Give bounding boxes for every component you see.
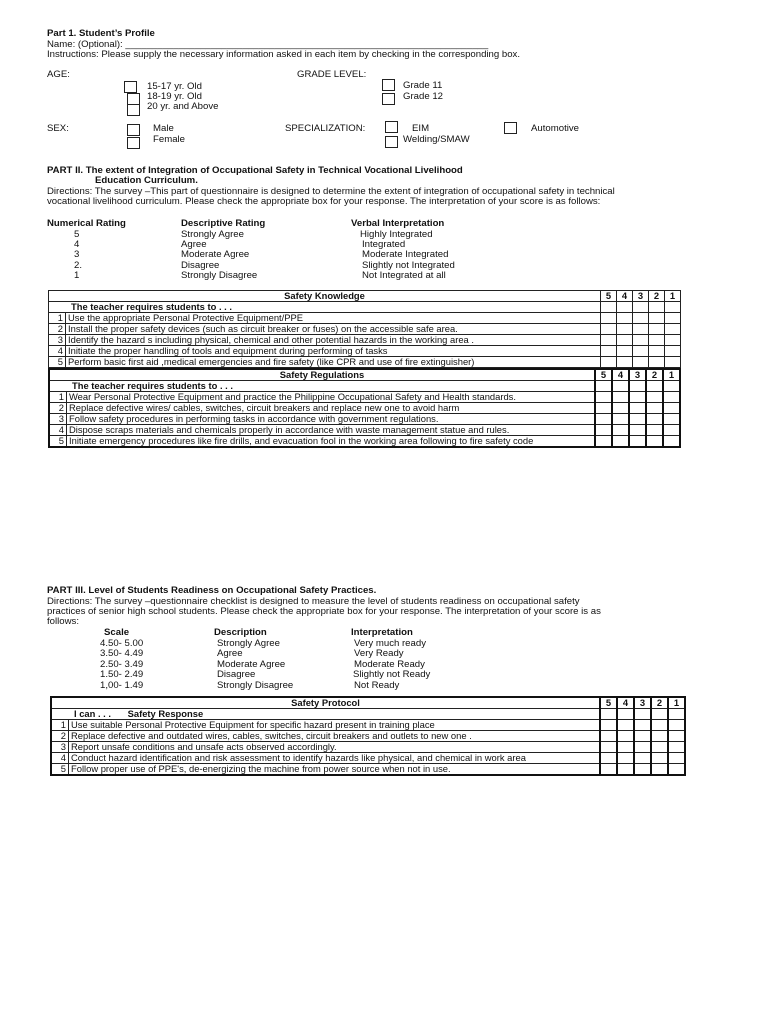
item-text: Initiate emergency procedures like fire drills, and evacuation fool in the working area following to fire safety code xyxy=(67,436,596,448)
rating-cell[interactable] xyxy=(646,436,663,448)
table-row xyxy=(49,403,680,414)
rating-cell[interactable] xyxy=(629,392,646,403)
scale-description: Moderate Agree xyxy=(217,659,286,670)
safety-protocol-table xyxy=(50,696,686,776)
automotive-checkbox[interactable] xyxy=(504,122,517,134)
score-header: 1 xyxy=(668,697,685,709)
blank-cell xyxy=(612,381,629,392)
item-text: Wear Personal Protective Equipment and practice the Philippine Occupational Safety and Health standards. xyxy=(67,392,596,403)
table-row xyxy=(51,720,685,731)
rating-cell[interactable] xyxy=(629,414,646,425)
rating-cell[interactable] xyxy=(649,313,665,324)
blank-cell xyxy=(646,381,663,392)
rating-cell[interactable] xyxy=(665,335,681,346)
rating-cell[interactable] xyxy=(651,764,668,776)
score-header: 4 xyxy=(617,291,633,302)
rating-number: 4 xyxy=(74,239,80,250)
item-number: 2 xyxy=(49,324,66,335)
rating-cell[interactable] xyxy=(617,742,634,753)
rating-cell[interactable] xyxy=(629,436,646,448)
grade-option-label: Grade 12 xyxy=(403,91,444,102)
name-field-line: Name: (Optional): ____________________________________________________________________ xyxy=(47,39,489,50)
item-text: Replace defective wires/ cables, switches, circuit breakers and replace new one to avoid harm xyxy=(67,403,596,414)
blank-cell xyxy=(665,302,681,313)
rating-cell[interactable] xyxy=(649,357,665,368)
rating-cell[interactable] xyxy=(634,764,651,776)
rating-cell[interactable] xyxy=(600,764,617,776)
grade-level-label: GRADE LEVEL: xyxy=(297,69,367,80)
table-row xyxy=(49,313,681,324)
rating-cell[interactable] xyxy=(612,414,629,425)
female-checkbox[interactable] xyxy=(127,137,140,149)
rating-cell[interactable] xyxy=(617,753,634,764)
score-header: 4 xyxy=(617,697,634,709)
table-title: Safety Protocol xyxy=(51,697,600,709)
scale-header-descriptive: Descriptive Rating xyxy=(181,218,266,229)
score-header: 3 xyxy=(634,697,651,709)
item-text: Perform basic first aid ,medical emergencies and fire safety (like CPR and use of fire extinguisher) xyxy=(66,357,601,368)
scale-interpretation: Very Ready xyxy=(354,648,404,659)
table-subtitle xyxy=(51,709,600,720)
table-subtitle-row xyxy=(49,302,681,313)
specialization-label: SPECIALIZATION: xyxy=(285,123,366,134)
item-text: Replace defective and outdated wires, cables, switches, circuit breakers and outlets to new one . xyxy=(69,731,601,742)
rating-cell[interactable] xyxy=(649,335,665,346)
item-number: 3 xyxy=(49,335,66,346)
eim-checkbox[interactable] xyxy=(385,121,398,133)
spec-option-label: Automotive xyxy=(531,123,579,134)
scale-header-interpretation: Interpretation xyxy=(351,627,413,638)
rating-cell[interactable] xyxy=(595,392,612,403)
male-checkbox[interactable] xyxy=(127,124,140,136)
rating-cell[interactable] xyxy=(617,313,633,324)
rating-cell[interactable] xyxy=(668,720,685,731)
blank-cell xyxy=(617,709,634,720)
rating-cell[interactable] xyxy=(651,742,668,753)
rating-cell[interactable] xyxy=(595,436,612,448)
rating-cell[interactable] xyxy=(668,764,685,776)
rating-cell[interactable] xyxy=(617,764,634,776)
rating-cell[interactable] xyxy=(633,313,649,324)
rating-cell[interactable] xyxy=(629,403,646,414)
blank-cell xyxy=(601,302,617,313)
blank-cell xyxy=(651,709,668,720)
rating-cell[interactable] xyxy=(663,436,680,448)
blank-cell xyxy=(617,302,633,313)
blank-cell xyxy=(668,709,685,720)
score-header: 1 xyxy=(663,369,680,381)
grade-12-checkbox[interactable] xyxy=(382,93,395,105)
safety-regulations-table xyxy=(48,368,681,448)
scale-range: 3.50- 4.49 xyxy=(100,648,144,659)
scale-header-description: Description xyxy=(214,627,267,638)
age-label: AGE: xyxy=(47,69,70,80)
item-number: 2 xyxy=(49,403,67,414)
table-row xyxy=(49,346,681,357)
scale-range: 1,00- 1.49 xyxy=(100,680,144,691)
sex-option-label: Female xyxy=(153,134,185,145)
item-number: 5 xyxy=(49,436,67,448)
scale-description: Strongly Disagree xyxy=(217,680,294,691)
part3-directions-line3: follows: xyxy=(47,616,79,627)
rating-cell[interactable] xyxy=(668,742,685,753)
rating-description: Strongly Agree xyxy=(181,229,244,240)
rating-cell[interactable] xyxy=(595,425,612,436)
scale-range: 2.50- 3.49 xyxy=(100,659,144,670)
rating-cell[interactable] xyxy=(634,742,651,753)
rating-cell[interactable] xyxy=(665,313,681,324)
item-text: Initiate the proper handling of tools and equipment during performing of tasks xyxy=(66,346,601,357)
rating-cell[interactable] xyxy=(633,346,649,357)
rating-cell[interactable] xyxy=(646,403,663,414)
welding-checkbox[interactable] xyxy=(385,136,398,148)
table-subtitle: The teacher requires students to . . . xyxy=(49,302,601,313)
rating-cell[interactable] xyxy=(617,357,633,368)
safety-response-label: Safety Response xyxy=(127,708,204,719)
scale-description: Strongly Agree xyxy=(217,638,280,649)
score-header: 2 xyxy=(649,291,665,302)
table-row xyxy=(51,764,685,776)
rating-cell[interactable] xyxy=(649,324,665,335)
score-header: 2 xyxy=(651,697,668,709)
rating-number: 3 xyxy=(74,249,80,260)
age-20-above-checkbox[interactable] xyxy=(127,104,140,116)
age-15-17-checkbox[interactable] xyxy=(124,81,137,93)
subtitle-text: I can . . . xyxy=(74,708,111,719)
rating-cell[interactable] xyxy=(634,731,651,742)
table-row xyxy=(49,324,681,335)
table-row xyxy=(49,392,680,403)
table-row xyxy=(49,425,680,436)
score-header: 3 xyxy=(629,369,646,381)
table-header-row xyxy=(49,369,680,381)
rating-cell[interactable] xyxy=(663,392,680,403)
table-row xyxy=(49,335,681,346)
rating-description: Moderate Agree xyxy=(181,249,250,260)
part1-instructions: Instructions: Please supply the necessary information asked in each item by checking in the corresponding box. xyxy=(47,49,521,60)
rating-cell[interactable] xyxy=(646,414,663,425)
scale-header-verbal: Verbal Interpretation xyxy=(351,218,445,229)
rating-cell[interactable] xyxy=(617,324,633,335)
score-header: 5 xyxy=(595,369,612,381)
rating-cell[interactable] xyxy=(612,403,629,414)
rating-cell[interactable] xyxy=(651,753,668,764)
rating-cell[interactable] xyxy=(633,335,649,346)
scale-interpretation: Not Ready xyxy=(354,680,400,691)
rating-cell[interactable] xyxy=(665,324,681,335)
table-row xyxy=(49,414,680,425)
score-header: 1 xyxy=(665,291,681,302)
rating-cell[interactable] xyxy=(612,425,629,436)
table-row xyxy=(51,731,685,742)
scale-description: Agree xyxy=(217,648,243,659)
item-number: 4 xyxy=(49,346,66,357)
rating-cell[interactable] xyxy=(633,357,649,368)
part3-directions: Directions: The survey –questionnaire checklist is designed to measure the level of students readiness on occupational safety xyxy=(47,596,580,607)
table-row xyxy=(51,753,685,764)
item-number: 3 xyxy=(51,742,69,753)
item-number: 5 xyxy=(51,764,69,776)
table-subtitle: The teacher requires students to . . . xyxy=(49,381,595,392)
table-row xyxy=(51,742,685,753)
part3-directions-line2: practices of senior high school students. Please check the appropriate box for your response. The interpretation of your score is as xyxy=(47,606,601,617)
item-text: Identify the hazard s including physical, chemical and other potential hazards in the working area . xyxy=(66,335,601,346)
rating-interpretation: Highly Integrated xyxy=(360,229,433,240)
item-number: 1 xyxy=(49,313,66,324)
item-text: Follow proper use of PPE's, de-energizing the machine from power source when not in use. xyxy=(69,764,601,776)
rating-cell[interactable] xyxy=(651,731,668,742)
score-header: 5 xyxy=(600,697,617,709)
part2-directions: Directions: The survey –This part of questionnaire is designed to determine the extent of integration of occupational safety in technical xyxy=(47,186,615,197)
item-text: Conduct hazard identification and risk assessment to identify hazards like physical, and chemical in work area xyxy=(69,753,601,764)
scale-interpretation: Slightly not Ready xyxy=(353,669,431,680)
rating-cell[interactable] xyxy=(595,414,612,425)
rating-cell[interactable] xyxy=(649,346,665,357)
rating-cell[interactable] xyxy=(634,753,651,764)
rating-cell[interactable] xyxy=(600,742,617,753)
part3-title: PART III. Level of Students Readiness on Occupational Safety Practices. xyxy=(47,585,377,596)
blank-cell xyxy=(649,302,665,313)
age-option-label: 15-17 yr. Old xyxy=(147,81,202,92)
rating-description: Strongly Disagree xyxy=(181,270,258,281)
table-row xyxy=(49,436,680,448)
rating-cell[interactable] xyxy=(612,436,629,448)
rating-cell[interactable] xyxy=(663,414,680,425)
item-number: 2 xyxy=(51,731,69,742)
rating-cell[interactable] xyxy=(665,346,681,357)
age-option-label: 18-19 yr. Old xyxy=(147,91,202,102)
item-number: 5 xyxy=(49,357,66,368)
rating-cell[interactable] xyxy=(663,425,680,436)
rating-cell[interactable] xyxy=(629,425,646,436)
rating-cell[interactable] xyxy=(646,425,663,436)
rating-cell[interactable] xyxy=(663,403,680,414)
item-text: Use the appropriate Personal Protective Equipment/PPE xyxy=(66,313,601,324)
rating-cell[interactable] xyxy=(617,731,634,742)
sex-option-label: Male xyxy=(153,123,174,134)
scale-interpretation: Moderate Ready xyxy=(354,659,425,670)
score-header: 4 xyxy=(612,369,629,381)
rating-interpretation: Integrated xyxy=(362,239,406,250)
part2-directions-line2: vocational livelihood curriculum. Please check the appropriate box for your response. The interpretation of your score is as follows: xyxy=(47,196,601,207)
table-title: Safety Knowledge xyxy=(49,291,601,302)
spec-option-label: Welding/SMAW xyxy=(403,134,470,145)
rating-cell[interactable] xyxy=(601,346,617,357)
scale-range: 4.50- 5.00 xyxy=(100,638,144,649)
rating-cell[interactable] xyxy=(617,346,633,357)
item-number: 1 xyxy=(51,720,69,731)
rating-description: Disagree xyxy=(181,260,220,271)
rating-number: 2. xyxy=(74,260,83,271)
rating-cell[interactable] xyxy=(595,403,612,414)
rating-cell[interactable] xyxy=(601,335,617,346)
table-subtitle-row xyxy=(49,381,680,392)
scale-header-numerical: Numerical Rating xyxy=(47,218,126,229)
rating-cell[interactable] xyxy=(634,720,651,731)
rating-cell[interactable] xyxy=(617,335,633,346)
grade-option-label: Grade 11 xyxy=(403,80,443,91)
item-text: Follow safety procedures in performing tasks in accordance with government regulations. xyxy=(67,414,596,425)
scale-description: Disagree xyxy=(217,669,256,680)
rating-cell[interactable] xyxy=(646,392,663,403)
rating-cell[interactable] xyxy=(601,313,617,324)
rating-cell[interactable] xyxy=(600,731,617,742)
part2-title-line2: Education Curriculum. xyxy=(95,175,198,186)
rating-description: Agree xyxy=(181,239,207,250)
score-header: 2 xyxy=(646,369,663,381)
item-number: 3 xyxy=(49,414,67,425)
age-option-label: 20 yr. and Above xyxy=(147,101,219,112)
safety-knowledge-table xyxy=(48,290,681,368)
rating-cell[interactable] xyxy=(651,720,668,731)
rating-cell[interactable] xyxy=(601,324,617,335)
table-header-row xyxy=(51,697,685,709)
blank-cell xyxy=(595,381,612,392)
rating-cell[interactable] xyxy=(617,720,634,731)
table-row xyxy=(49,357,681,368)
rating-cell[interactable] xyxy=(633,324,649,335)
rating-cell[interactable] xyxy=(612,392,629,403)
blank-cell xyxy=(633,302,649,313)
item-number: 4 xyxy=(51,753,69,764)
rating-cell[interactable] xyxy=(668,753,685,764)
rating-cell[interactable] xyxy=(665,357,681,368)
item-number: 1 xyxy=(49,392,67,403)
rating-interpretation: Slightly not Integrated xyxy=(362,260,455,271)
blank-cell xyxy=(629,381,646,392)
part1-title: Part 1. Student’s Profile xyxy=(47,28,155,39)
table-subtitle-row xyxy=(51,709,685,720)
scale-interpretation: Very much ready xyxy=(354,638,426,649)
sex-label: SEX: xyxy=(47,123,69,134)
rating-cell[interactable] xyxy=(601,357,617,368)
item-text: Dispose scraps materials and chemicals properly in accordance with waste management statue and rules. xyxy=(67,425,596,436)
blank-cell xyxy=(634,709,651,720)
rating-interpretation: Moderate Integrated xyxy=(362,249,449,260)
blank-cell xyxy=(600,709,617,720)
scale-range: 1.50- 2.49 xyxy=(100,669,144,680)
grade-11-checkbox[interactable] xyxy=(382,79,395,91)
score-header: 5 xyxy=(601,291,617,302)
spec-option-label: EIM xyxy=(412,123,430,134)
rating-number: 5 xyxy=(74,229,80,240)
rating-cell[interactable] xyxy=(600,753,617,764)
table-title: Safety Regulations xyxy=(49,369,595,381)
rating-cell[interactable] xyxy=(668,731,685,742)
blank-cell xyxy=(663,381,680,392)
item-text: Use suitable Personal Protective Equipment for specific hazard present in training place xyxy=(69,720,601,731)
rating-cell[interactable] xyxy=(600,720,617,731)
part2-title: PART II. The extent of Integration of Occupational Safety in Technical Vocational Livelihood xyxy=(47,165,463,176)
scale-header-scale: Scale xyxy=(104,627,130,638)
rating-interpretation: Not Integrated at all xyxy=(362,270,446,281)
item-text: Install the proper safety devices (such as circuit breaker or fuses) on the accessible safe area. xyxy=(66,324,601,335)
table-header-row xyxy=(49,291,681,302)
score-header: 3 xyxy=(633,291,649,302)
item-number: 4 xyxy=(49,425,67,436)
rating-number: 1 xyxy=(74,270,80,281)
item-text: Report unsafe conditions and unsafe acts observed accordingly. xyxy=(69,742,601,753)
